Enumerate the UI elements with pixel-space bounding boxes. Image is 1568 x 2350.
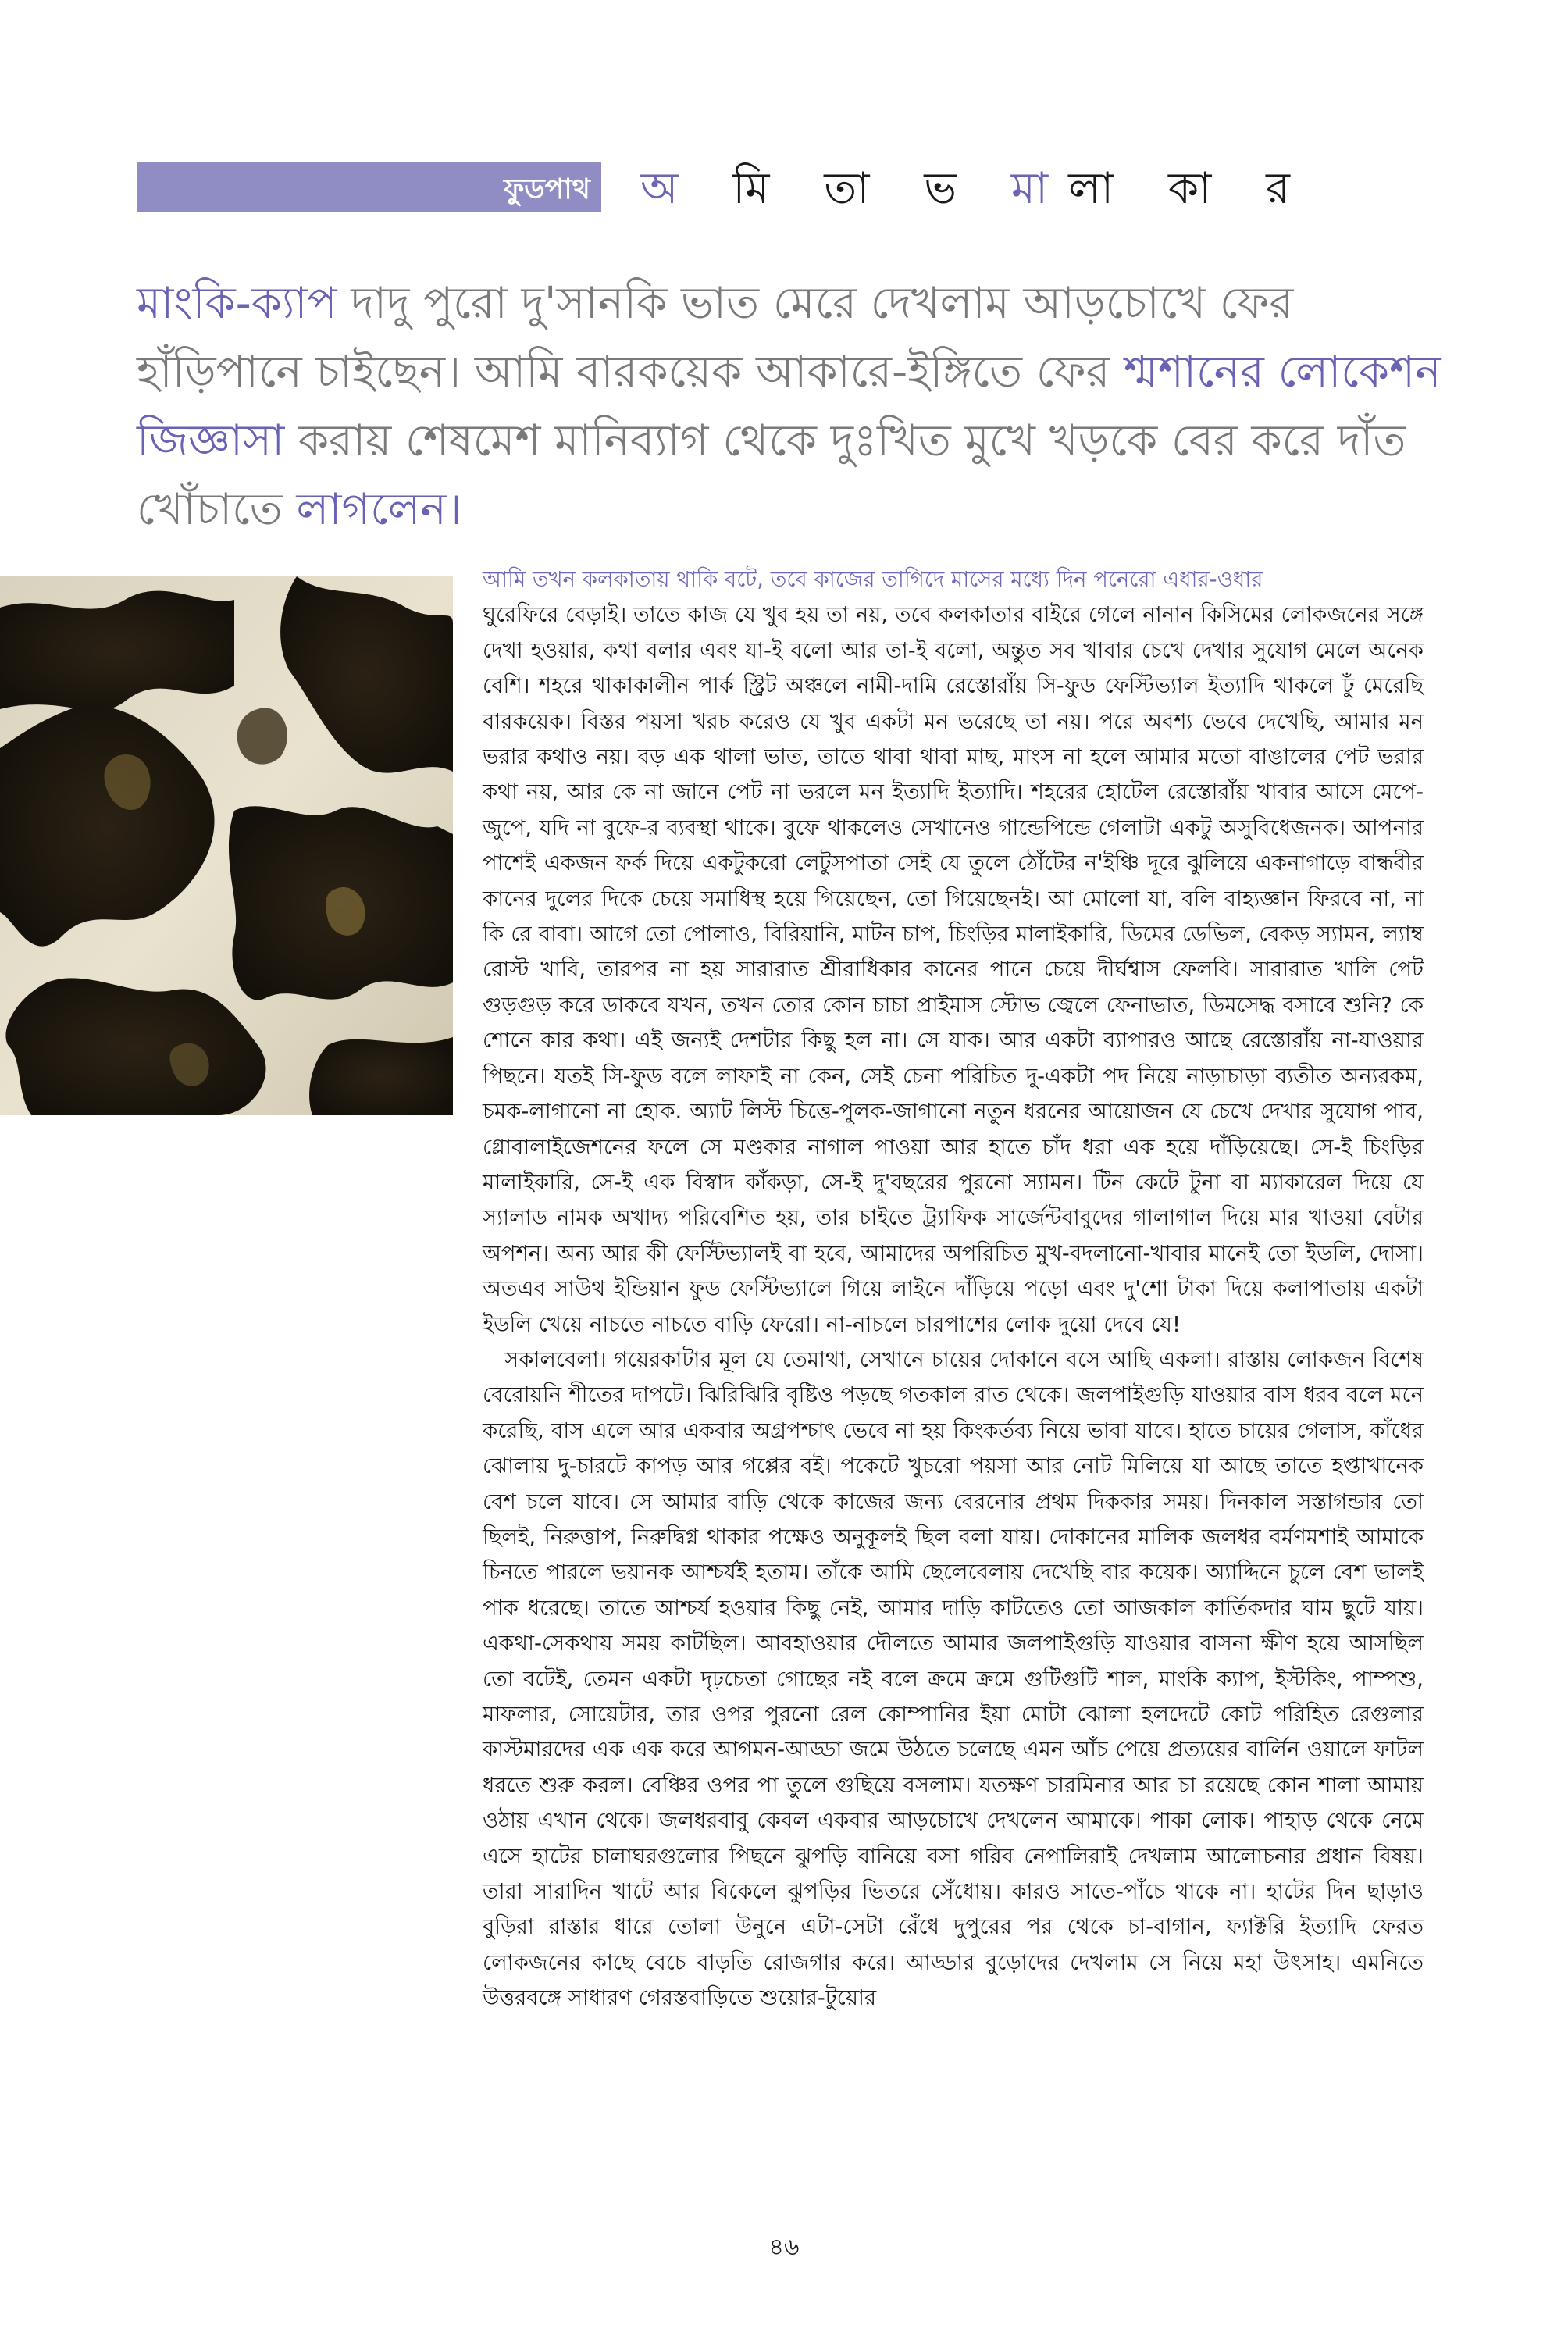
lede-paragraph	[137, 269, 1456, 544]
article-body	[483, 562, 1424, 2017]
author-name	[640, 158, 1310, 220]
article-photo	[0, 576, 453, 1115]
author-name-last-first: মা	[1010, 163, 1069, 214]
body-paragraph-1: ঘুরেফিরে বেড়াই। তাতে কাজ যে খুব হয় তা নয়, তবে কলকাতার বাইরে গেলে নানান কিসিমের লোকজনের সঙ্গে দেখা হওয়ার, কথা বলার এবং যা-ই বলো আর তা-ই বলো, অন্তুত সব খাবার চেখে দেখার সুযোগ মেলে অনেক বেশি। শহরে থাকাকালীন পার্ক স্ট্রিট অঞ্চলে নামী-দামি রেস্তোরাঁয় সি-ফুড ফেস্টিভ্যাল ইত্যাদি থাকলে ঢুঁ মেরেছি বারকয়েক। বিস্তর পয়সা খরচ করেও যে খুব একটা মন ভরেছে তা নয়। পরে অবশ্য ভেবে দেখেছি, আমার মন ভরার কথাও নয়। বড় এক থালা ভাত, তাতে থাবা থাবা মাছ, মাংস না হলে আমার মতো বাঙালের পেট ভরার কথা নয়, আর কে না জানে পেট না ভরলে মন ইত্যাদি ইত্যাদি। শহরের হোটেল রেস্তোরাঁয় খাবার আসে মেপে-জুপে, যদি না বুফে-র ব্যবস্থা থাকে। বুফে থাকলেও সেখানেও গান্ডেপিন্ডে গেলাটা একটু অসুবিধেজনক। আপনার পাশেই একজন ফর্ক দিয়ে একটুকরো লেটুসপাতা সেই যে তুলে ঠোঁটের ন'ইঞ্চি দূরে ঝুলিয়ে একনাগাড়ে বান্ধবীর কানের দুলের দিকে চেয়ে সমাধিস্থ হয়ে গিয়েছেন, তো গিয়েছেনই। আ মোলো যা, বলি বাহ্যজ্ঞান ফিরবে না, না কি রে বাবা। আগে তো পোলাও, বিরিয়ানি, মাটন চাপ, চিংড়ির মালাইকারি, ডিমের ডেভিল, বেকড় স্যামন, ল্যাম্ব রোস্ট খাবি, তারপর না হয় সারারাত শ্রীরাধিকার কানের পানে চেয়ে দীর্ঘশ্বাস ফেলবি। সারারাত খালি পেট গুড়গুড় করে ডাকবে যখন, তখন তোর কোন চাচা প্রাইমাস স্টোভ জ্বেলে ফেনাভাত, ডিমসেদ্ধ বসাবে শুনি? কে শোনে কার কথা। এই জন্যই দেশটার কিছু হল না। সে যাক। আর একটা ব্যাপারও আছে রেস্তোরাঁয় না-যাওয়ার পিছনে। যতই সি-ফুড বলে লাফাই না কেন, সেই চেনা পরিচিত দু-একটা পদ নিয়ে নাড়াচাড়া ব্যতীত অন্যরকম, চমক-লাগানো না হোক. অ্যাট লিস্ট চিত্তে-পুলক-জাগানো নতুন ধরনের আয়োজন যে চেখে দেখার সুযোগ পাব, গ্লোবালাইজেশনের ফলে সে মণ্ডকার নাগাল পাওয়া আর হাতে চাঁদ ধরা এক হয়ে দাঁড়িয়েছে। সে-ই চিংড়ির মালাইকারি, সে-ই এক বিস্বাদ কাঁকড়া, সে-ই দু'বছরের পুরনো স্যামন। টিন কেটে টুনা বা ম্যাকারেল দিয়ে যে স্যালাড নামক অখাদ্য পরিবেশিত হয়, তার চাইতে ট্র্যাফিক সার্জেন্টবাবুদের গালাগাল দিয়ে মার খাওয়া বেটার অপশন। অন্য আর কী ফেস্টিভ্যালই বা হবে, আমাদের অপরিচিত মুখ-বদলানো-খাবার মানেই তো ইডলি, দোসা। অতএব সাউথ ইন্ডিয়ান ফুড ফেস্টিভ্যালে গিয়ে লাইনে দাঁড়িয়ে পড়ো এবং দু'শো টাকা দিয়ে কলাপাতায় একটা ইডলি খেয়ে নাচতে নাচতে বাড়ি ফেরো। না-নাচলে চারপাশের লোক দুয়ো দেবে যে!	[483, 602, 1424, 1337]
page-number: ৪৬	[768, 2234, 800, 2261]
author-name-first-letter: অ	[640, 163, 699, 214]
section-label: ফুডপাথ	[504, 173, 590, 205]
lede-text-1: দাদু পুরো দু'সানকি ভাত মেরে দেখলাম আড়চোখে ফের হাঁড়িপানে চাইছেন। আমি বারকয়েক আকারে-ইঙ্গিতে ফের	[137, 278, 1294, 398]
intro-line: আমি তখন কলকাতায় থাকি বটে, তবে কাজের তাগিদে মাসের মধ্যে দিন পনেরো এধার-ওধার	[483, 567, 1263, 592]
lede-highlight-3: লাগলেন।	[296, 484, 462, 535]
section-band	[137, 162, 601, 212]
lede-highlight-2: শ্মশানের লোকেশন জিজ্ঞাসা	[137, 347, 1441, 466]
lede-highlight-1: মাংকি-ক্যাপ	[137, 278, 337, 329]
author-name-last-rest: লা কা র	[1068, 163, 1310, 214]
author-name-first-rest: মি তা ভ	[732, 163, 978, 214]
body-paragraph-2: সকালবেলা। গয়েরকাটার মূল যে তেমাথা, সেখানে চায়ের দোকানে বসে আছি একলা। রাস্তায় লোকজন বিশেষ বেরোয়নি শীতের দাপটে। ঝিরিঝিরি বৃষ্টিও পড়ছে গতকাল রাত থেকে। জলপাইগুড়ি যাওয়ার বাস ধরব বলে মনে করেছি, বাস এলে আর একবার অগ্রপশ্চাৎ ভেবে না হয় কিংকর্তব্য নিয়ে ভাবা যাবে। হাতে চায়ের গেলাস, কাঁধের ঝোলায় দু-চারটে কাপড় আর গপ্পের বই। পকেটে খুচরো পয়সা আর নোট মিলিয়ে যা আছে তাতে হপ্তাখানেক বেশ চলে যাবে। সে আমার বাড়ি থেকে কাজের জন্য বেরনোর প্রথম দিককার সময়। দিনকাল সস্তাগন্ডার তো ছিলই, নিরুত্তাপ, নিরুদ্বিগ্ন থাকার পক্ষেও অনুকূলই ছিল বলা যায়। দোকানের মালিক জলধর বর্মণমশাই আমাকে চিনতে পারলে ভয়ানক আশ্চর্যই হতাম। তাঁকে আমি ছেলেবেলায় দেখেছি বার কয়েক। অ্যাদ্দিনে চুলে বেশ ভালই পাক ধরেছে। তাতে আশ্চর্য হওয়ার কিছু নেই, আমার দাড়ি কাটতেও তো আজকাল কার্তিকদার ঘাম ছুটে যায়। একথা-সেকথায় সময় কাটছিল। আবহাওয়ার দৌলতে আমার জলপাইগুড়ি যাওয়ার বাসনা ক্ষীণ হয়ে আসছিল তো বটেই, তেমন একটা দৃঢ়চেতা গোছের নই বলে ক্রমে ক্রমে গুটিগুটি শাল, মাংকি ক্যাপ, ইস্টকিং, পাম্পশু, মাফলার, সোয়েটার, তার ওপর পুরনো রেল কোম্পানির ইয়া মোটা ঝোলা হলদেটে কোট পরিহিত রেগুলার কাস্টমারদের এক এক করে আগমন-আড্ডা জমে উঠতে চলেছে এমন আঁচ পেয়ে প্রত্যয়ের বার্লিন ওয়ালে ফাটল ধরতে শুরু করল। বেঞ্চির ওপর পা তুলে গুছিয়ে বসলাম। যতক্ষণ চারমিনার আর চা রয়েছে কোন শালা আমায় ওঠায় এখান থেকে। জলধরবাবু কেবল একবার আড়চোখে দেখলেন আমাকে। পাকা লোক। পাহাড় থেকে নেমে এসে হাটের চালাঘরগুলোর পিছনে ঝুপড়ি বানিয়ে বসা গরিব নেপালিরাই দেখলাম আলোচনার প্রধান বিষয়। তারা সারাদিন খাটে আর বিকেলে ঝুপড়ির ভিতরে সেঁধোয়। কারও সাতে-পাঁচে থাকে না। হাটের দিন ছাড়াও বুড়িরা রাস্তার ধারে তোলা উনুনে এটা-সেটা রেঁধে দুপুরের পর থেকে চা-বাগান, ফ্যাক্টরি ইত্যাদি ফেরত লোকজনের কাছে বেচে বাড়তি রোজগার করে। আড্ডার বুড়োদের দেখলাম সে নিয়ে মহা উৎসাহ। এমনিতে উত্তরবঙ্গে সাধারণ গেরস্তবাড়িতে শুয়োর-টুয়োর	[483, 1346, 1424, 2011]
lede-text-2: করায় শেষমেশ মানিব্যাগ থেকে দুঃখিত মুখে খড়কে বের করে দাঁত খোঁচাতে	[137, 415, 1406, 535]
